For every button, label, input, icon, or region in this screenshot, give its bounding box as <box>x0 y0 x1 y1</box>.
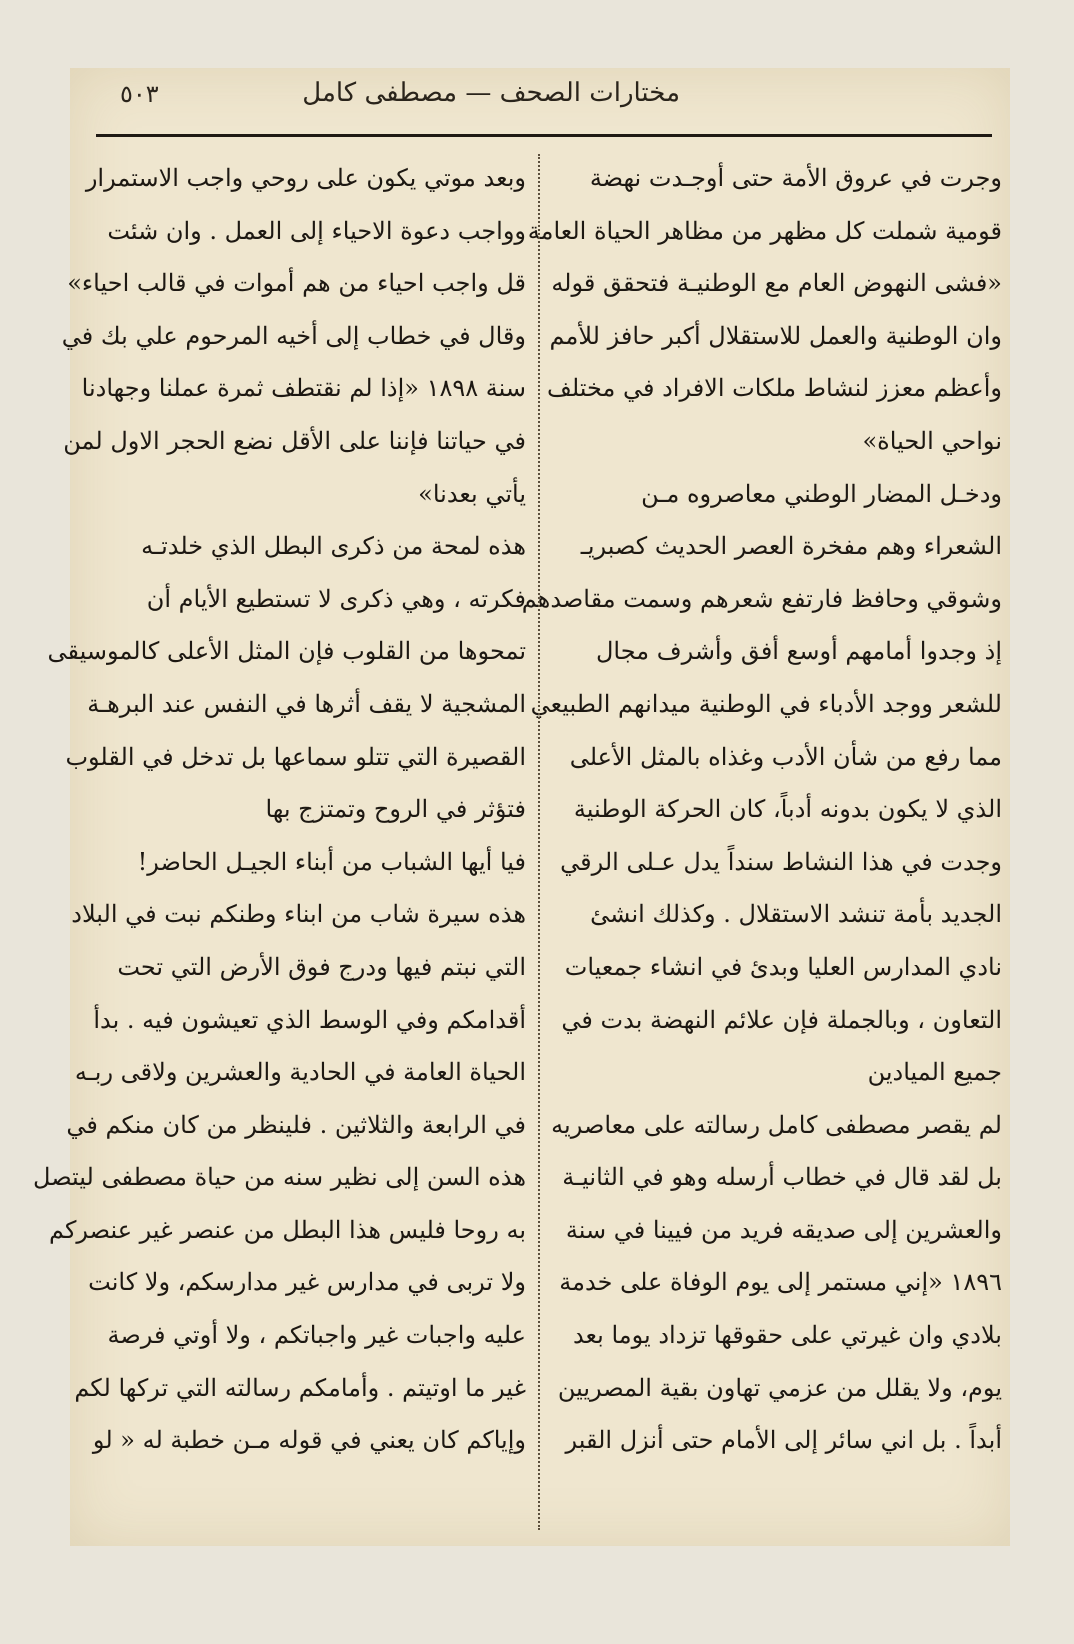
text-line: جميع الميادين <box>867 1058 1002 1087</box>
text-line: الحياة العامة في الحادية والعشرين ولاقى ربـه <box>74 1058 526 1087</box>
text-line: أبداً . بل اني سائر إلى الأمام حتى أنزل القبر <box>565 1426 1002 1455</box>
text-line: «فشى النهوض العام مع الوطنيـة فتحقق قوله <box>551 269 1002 298</box>
text-line: للشعر ووجد الأدباء في الوطنية ميدانهم الطبيعي <box>530 689 1002 718</box>
text-line: نادي المدارس العليا وبدئ في انشاء جمعيات <box>564 952 1002 981</box>
text-line: وجرت في عروق الأمة حتى أوجـدت نهضة <box>589 164 1002 192</box>
text-line: غير ما اوتيتم . وأمامكم رسالته التي تركها لكم <box>74 1373 526 1402</box>
text-line: لم يقصر مصطفى كامل رسالته على معاصريه <box>551 1110 1002 1139</box>
text-line: مما رفع من شأن الأدب وغذاه بالمثل الأعلى <box>569 742 1002 771</box>
text-line: وبعد موتي يكون على روحي واجب الاستمرار <box>85 164 526 192</box>
text-line: وأعظم معزز لنشاط ملكات الافراد في مختلف <box>547 374 1002 403</box>
text-line: ودخـل المضار الوطني معاصروه مـن <box>641 479 1002 508</box>
text-line: الذي لا يكون بدونه أدباً، كان الحركة الوطنية <box>573 795 1002 824</box>
text-line: إذ وجدوا أمامهم أوسع أفق وأشرف مجال <box>595 637 1002 666</box>
text-line: هذه لمحة من ذكرى البطل الذي خلدتـه <box>141 532 526 561</box>
header-rule <box>96 134 992 137</box>
text-line: وشوقي وحافظ فارتفع شعرهم وسمت مقاصدهم <box>521 584 1002 613</box>
column-divider <box>538 154 540 1530</box>
text-line: يوم، ولا يقلل من عزمي تهاون بقية المصريين <box>557 1373 1002 1402</box>
text-line: بل لقد قال في خطاب أرسله وهو في الثانيـة <box>562 1163 1002 1192</box>
text-line: نواحي الحياة» <box>862 426 1002 455</box>
text-line: بلادي وان غيرتي على حقوقها تزداد يوما بعد <box>572 1321 1002 1350</box>
right-column <box>521 152 1002 1467</box>
text-line: فيا أيها الشباب من أبناء الجيـل الحاضر! <box>137 847 526 876</box>
text-line: في الرابعة والثلاثين . فلينظر من كان منكم في <box>66 1110 526 1139</box>
page-number: ٥٠٣ <box>120 80 159 108</box>
text-line: به روحا فليس هذا البطل من عنصر غير عنصركم <box>49 1215 526 1244</box>
text-line: وان الوطنية والعمل للاستقلال أكبر حافز للأمم <box>549 321 1002 350</box>
text-line: وإياكم كان يعني في قوله مـن خطبة له « لو <box>92 1426 526 1455</box>
text-line: هذه السن إلى نظير سنه من حياة مصطفى ليتصل <box>33 1163 526 1192</box>
running-title: مختارات الصحف — مصطفى كامل <box>302 78 680 108</box>
text-line: أقدامكم وفي الوسط الذي تعيشون فيه . بدأ <box>93 1005 526 1034</box>
text-line: ولا تربى في مدارس غير مدارسكم، ولا كانت <box>88 1268 526 1297</box>
text-line: وواجب دعوة الاحياء إلى العمل . وان شئت <box>107 216 526 245</box>
page-header <box>70 68 1010 132</box>
text-line: سنة ١٨٩٨ «إذا لم نقتطف ثمرة عملنا وجهادنا <box>81 374 526 403</box>
text-line: التعاون ، وبالجملة فإن علائم النهضة بدت في <box>561 1005 1002 1034</box>
left-column <box>33 152 526 1467</box>
text-line: وجدت في هذا النشاط سنداً يدل عـلى الرقي <box>560 847 1002 876</box>
book-page <box>33 68 1010 1546</box>
text-line: المشجية لا يقف أثرها في النفس عند البرهـة <box>87 689 526 718</box>
text-line: يأتي بعدنا» <box>418 479 526 508</box>
text-line: فتؤثر في الروح وتمتزج بها <box>265 795 526 824</box>
text-line: وقال في خطاب إلى أخيه المرحوم علي بك في <box>61 321 526 350</box>
text-line: هذه سيرة شاب من ابناء وطنكم نبت في البلاد <box>71 900 526 929</box>
text-line: تمحوها من القلوب فإن المثل الأعلى كالموسيقى <box>47 637 526 666</box>
text-line: عليه واجبات غير واجباتكم ، ولا أوتي فرصة <box>107 1321 526 1350</box>
text-line: قومية شملت كل مظهر من مظاهر الحياة العامة <box>527 216 1002 245</box>
text-line: الشعراء وهم مفخرة العصر الحديث كصبريـ <box>580 532 1002 561</box>
text-line: التي نبتم فيها ودرج فوق الأرض التي تحت <box>117 952 526 981</box>
text-line: والعشرين إلى صديقه فريد من فيينا في سنة <box>565 1215 1002 1244</box>
text-line: ١٨٩٦ «إني مستمر إلى يوم الوفاة على خدمة <box>559 1268 1002 1297</box>
text-line: فكرته ، وهي ذكرى لا تستطيع الأيام أن <box>146 584 526 613</box>
text-line: في حياتنا فإننا على الأقل نضع الحجر الاول لمن <box>63 426 526 455</box>
text-line: الجديد بأمة تنشد الاستقلال . وكذلك انشئ <box>590 900 1002 929</box>
text-line: قل واجب احياء من هم أموات في قالب احياء» <box>67 269 526 298</box>
text-line: القصيرة التي تتلو سماعها بل تدخل في القلوب <box>65 742 526 771</box>
